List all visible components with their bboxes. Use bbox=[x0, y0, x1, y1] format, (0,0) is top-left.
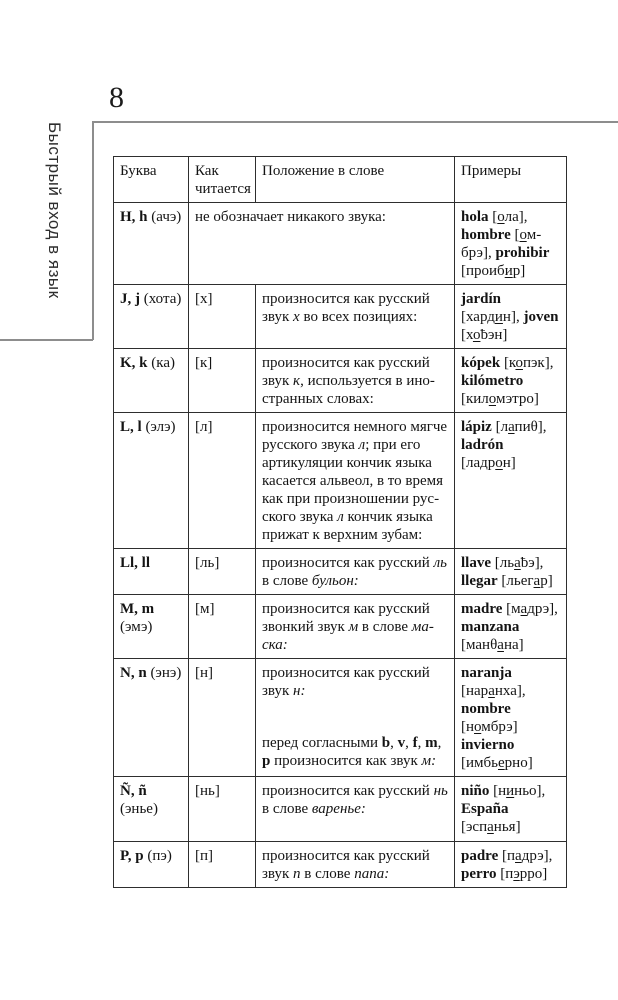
reading-cell: [ль] bbox=[189, 549, 256, 595]
position-cell: произносится как русский звук х во всех позициях: bbox=[256, 285, 455, 349]
letter-cell: K, k (ка) bbox=[114, 349, 189, 413]
table-row-ll bbox=[114, 549, 567, 595]
sidebar-tab-rule bbox=[0, 339, 93, 341]
examples-text-2: invierno [имбьерно] bbox=[461, 737, 533, 771]
position-text-2: перед согласными b, v, f, m, p произносится как звук м: bbox=[262, 735, 442, 769]
examples-cell: kópek [копэк], kilómetro [киломэтро] bbox=[455, 349, 567, 413]
table-row-n bbox=[114, 659, 567, 777]
table-row-m bbox=[114, 595, 567, 659]
position-cell: произносится как русский звонкий звук м в слове маска: bbox=[256, 595, 455, 659]
table-header-row bbox=[114, 157, 567, 203]
reading-cell: [м] bbox=[189, 595, 256, 659]
page-number: 8 bbox=[109, 81, 124, 114]
position-cell: произносится как русский звук п в слове папа: bbox=[256, 842, 455, 888]
table-row-j bbox=[114, 285, 567, 349]
examples-cell: lápiz [лапиθ], ladrón [ладрон] bbox=[455, 413, 567, 549]
letter-cell: H, h (ачэ) bbox=[114, 203, 189, 285]
letter-cell: N, n (энэ) bbox=[114, 659, 189, 777]
col-header-reading: Как читается bbox=[189, 157, 256, 203]
examples-cell: niño [ниньо], España [эспанья] bbox=[455, 777, 567, 842]
table-row-l bbox=[114, 413, 567, 549]
letter-cell: J, j (хота) bbox=[114, 285, 189, 349]
position-cell: не обозначает никакого звука: bbox=[189, 203, 455, 285]
examples-cell: llave [льаƀэ], llegar [льегар] bbox=[455, 549, 567, 595]
col-header-position: Положение в слове bbox=[256, 157, 455, 203]
table-row-h bbox=[114, 203, 567, 285]
reading-cell: [п] bbox=[189, 842, 256, 888]
letter-cell: Ll, ll bbox=[114, 549, 189, 595]
reading-cell: [н] bbox=[189, 659, 256, 777]
position-cell bbox=[256, 659, 455, 777]
examples-cell: padre [падрэ], perro [пэрро] bbox=[455, 842, 567, 888]
position-text-1: произносится как русский звук н: bbox=[262, 665, 430, 699]
letter-cell: P, p (пэ) bbox=[114, 842, 189, 888]
table-row-p bbox=[114, 842, 567, 888]
reading-cell: [х] bbox=[189, 285, 256, 349]
examples-cell: madre [мадрэ], manzana [манθана] bbox=[455, 595, 567, 659]
letter-cell: M, m (эмэ) bbox=[114, 595, 189, 659]
reading-cell: [л] bbox=[189, 413, 256, 549]
sidebar-section-label: Быстрый вход в язык bbox=[45, 122, 64, 299]
examples-cell bbox=[455, 659, 567, 777]
reading-cell: [нь] bbox=[189, 777, 256, 842]
pronunciation-table bbox=[113, 156, 567, 888]
examples-text-1: naranja [наранха], nombre [номбрэ] bbox=[461, 665, 526, 735]
examples-cell: jardín [хардин], joven [хоƀэн] bbox=[455, 285, 567, 349]
letter-cell: Ñ, ñ (энье) bbox=[114, 777, 189, 842]
position-cell: произносится как русский ль в слове бульон: bbox=[256, 549, 455, 595]
position-cell: произносится немного мягче русского звука л; при его артикуляции кончик языка касается альвеол, в то время как при произношении русского звука л кончик языка прижат к верхним зубам: bbox=[256, 413, 455, 549]
position-cell: произносится как русский звук к, используется в иностранных словах: bbox=[256, 349, 455, 413]
col-header-examples: Примеры bbox=[455, 157, 567, 203]
position-cell: произносится как русский нь в слове варенье: bbox=[256, 777, 455, 842]
col-header-letter: Буква bbox=[114, 157, 189, 203]
examples-cell: hola [ола], hombre [омбрэ], prohibir [проибир] bbox=[455, 203, 567, 285]
table-row-enye bbox=[114, 777, 567, 842]
table-row-k bbox=[114, 349, 567, 413]
reading-cell: [к] bbox=[189, 349, 256, 413]
letter-cell: L, l (элэ) bbox=[114, 413, 189, 549]
